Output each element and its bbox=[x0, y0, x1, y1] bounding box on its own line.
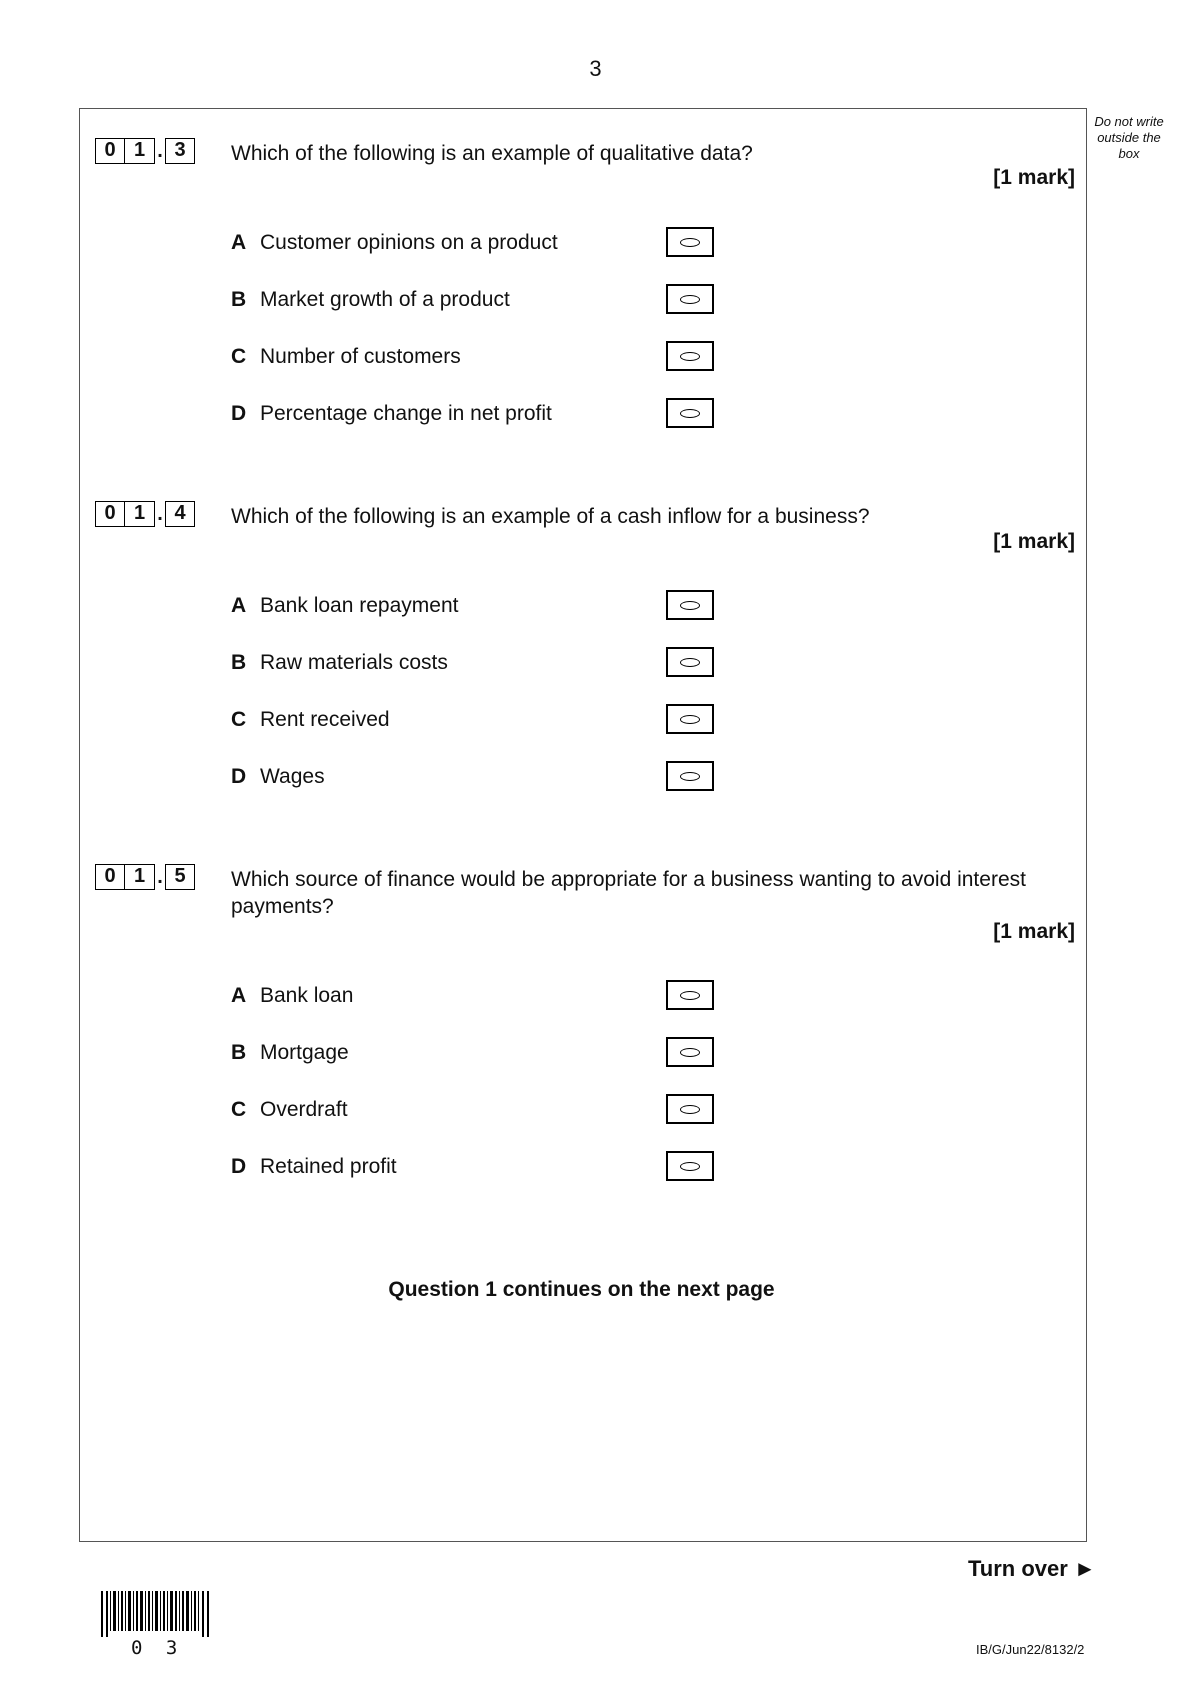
answer-frame bbox=[79, 108, 1087, 1542]
margin-note: Do not write outside the box bbox=[1094, 114, 1164, 161]
question-dot: . bbox=[157, 140, 163, 162]
barcode-icon bbox=[101, 1591, 213, 1637]
question-digit: 0 bbox=[95, 138, 125, 164]
answer-option bbox=[231, 1038, 731, 1070]
question-digit: 3 bbox=[165, 138, 195, 164]
turn-over-label: Turn over ► bbox=[968, 1556, 1096, 1581]
oval-icon bbox=[680, 1162, 700, 1171]
option-text: Number of customers bbox=[260, 345, 461, 368]
answer-option bbox=[231, 762, 731, 794]
answer-checkbox[interactable] bbox=[666, 1037, 714, 1067]
answer-checkbox[interactable] bbox=[666, 647, 714, 677]
question-digit: 1 bbox=[125, 864, 155, 890]
answer-option bbox=[231, 342, 731, 374]
page-number: 3 bbox=[589, 56, 602, 81]
option-letter: A bbox=[231, 231, 247, 254]
oval-icon bbox=[680, 772, 700, 781]
question-marks: [1 mark] bbox=[993, 166, 1075, 189]
question-dot: . bbox=[157, 503, 163, 525]
option-text: Customer opinions on a product bbox=[260, 231, 558, 254]
answer-checkbox[interactable] bbox=[666, 398, 714, 428]
oval-icon bbox=[680, 238, 700, 247]
answer-option bbox=[231, 285, 731, 317]
question-digit: 4 bbox=[165, 501, 195, 527]
oval-icon bbox=[680, 658, 700, 667]
option-text: Overdraft bbox=[260, 1098, 348, 1121]
option-letter: C bbox=[231, 1098, 247, 1121]
answer-option bbox=[231, 981, 731, 1013]
oval-icon bbox=[680, 715, 700, 724]
option-text: Rent received bbox=[260, 708, 390, 731]
option-text: Percentage change in net profit bbox=[260, 402, 552, 425]
answer-option bbox=[231, 399, 731, 431]
question-number bbox=[95, 501, 195, 527]
option-text: Wages bbox=[260, 765, 325, 788]
answer-checkbox[interactable] bbox=[666, 704, 714, 734]
option-letter: B bbox=[231, 1041, 247, 1064]
answer-checkbox[interactable] bbox=[666, 590, 714, 620]
option-text: Raw materials costs bbox=[260, 651, 448, 674]
option-letter: B bbox=[231, 288, 247, 311]
option-letter: B bbox=[231, 651, 247, 674]
option-text: Mortgage bbox=[260, 1041, 349, 1064]
question-digit: 1 bbox=[125, 501, 155, 527]
barcode-digits: 0 3 bbox=[131, 1637, 184, 1659]
oval-icon bbox=[680, 295, 700, 304]
question-digit: 0 bbox=[95, 864, 125, 890]
option-letter: A bbox=[231, 984, 247, 1007]
answer-checkbox[interactable] bbox=[666, 341, 714, 371]
question-digit: 0 bbox=[95, 501, 125, 527]
document-reference: IB/G/Jun22/8132/2 bbox=[976, 1642, 1085, 1657]
option-letter: C bbox=[231, 345, 247, 368]
option-letter: D bbox=[231, 402, 247, 425]
answer-option bbox=[231, 591, 731, 623]
answer-checkbox[interactable] bbox=[666, 980, 714, 1010]
answer-checkbox[interactable] bbox=[666, 1094, 714, 1124]
oval-icon bbox=[680, 1048, 700, 1057]
answer-option bbox=[231, 228, 731, 260]
option-text: Market growth of a product bbox=[260, 288, 510, 311]
answer-checkbox[interactable] bbox=[666, 761, 714, 791]
option-text: Bank loan bbox=[260, 984, 354, 1007]
question-number bbox=[95, 864, 195, 890]
question-text: Which of the following is an example of qualitative data? bbox=[231, 142, 753, 165]
answer-option bbox=[231, 1152, 731, 1184]
answer-checkbox[interactable] bbox=[666, 1151, 714, 1181]
option-text: Retained profit bbox=[260, 1155, 397, 1178]
question-digit: 5 bbox=[165, 864, 195, 890]
question-marks: [1 mark] bbox=[993, 920, 1075, 943]
answer-checkbox[interactable] bbox=[666, 284, 714, 314]
question-text: Which of the following is an example of a cash inflow for a business? bbox=[231, 505, 870, 528]
option-text: Bank loan repayment bbox=[260, 594, 459, 617]
option-letter: D bbox=[231, 1155, 247, 1178]
option-letter: C bbox=[231, 708, 247, 731]
option-letter: D bbox=[231, 765, 247, 788]
question-number bbox=[95, 138, 195, 164]
oval-icon bbox=[680, 352, 700, 361]
oval-icon bbox=[680, 601, 700, 610]
option-letter: A bbox=[231, 594, 247, 617]
answer-option bbox=[231, 648, 731, 680]
question-dot: . bbox=[157, 866, 163, 888]
continue-note: Question 1 continues on the next page bbox=[388, 1278, 775, 1301]
question-text: Which source of finance would be appropriate for a business wanting to avoid interest payments? bbox=[231, 868, 1026, 918]
question-marks: [1 mark] bbox=[993, 530, 1075, 553]
oval-icon bbox=[680, 409, 700, 418]
question-digit: 1 bbox=[125, 138, 155, 164]
answer-option bbox=[231, 705, 731, 737]
answer-checkbox[interactable] bbox=[666, 227, 714, 257]
answer-option bbox=[231, 1095, 731, 1127]
oval-icon bbox=[680, 991, 700, 1000]
oval-icon bbox=[680, 1105, 700, 1114]
